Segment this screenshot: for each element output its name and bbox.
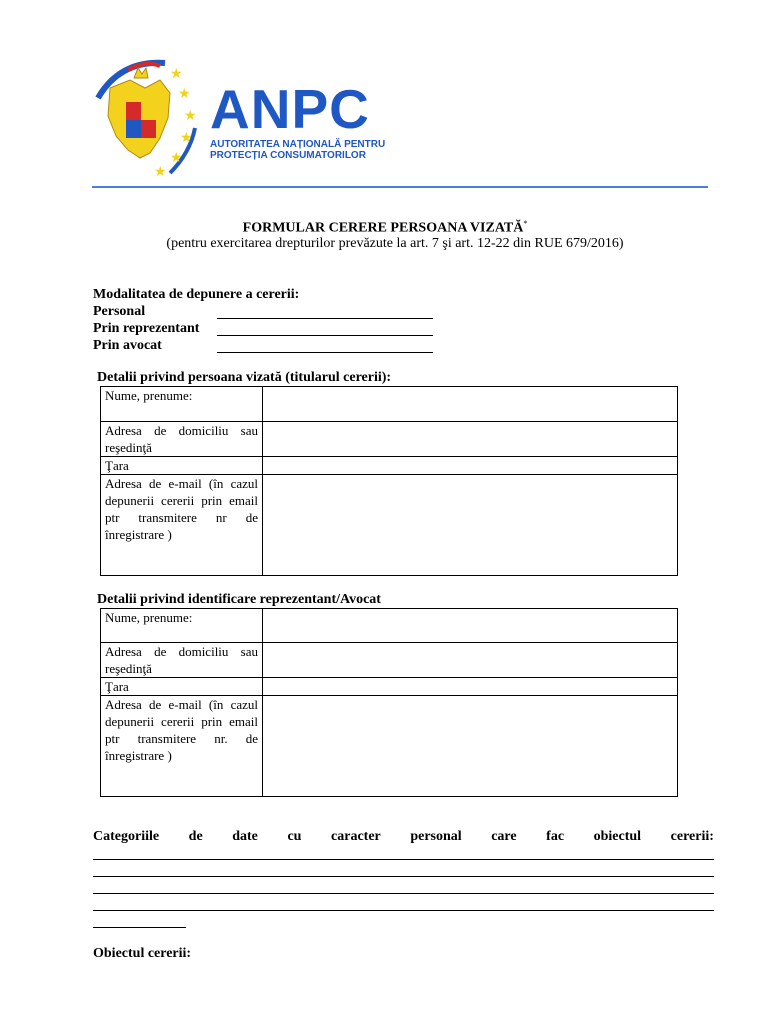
categories-word: obiectul (593, 829, 642, 844)
page-subtitle: (pentru exercitarea drepturilor prevăzute la art. 7 şi art. 12-22 din RUE 679/2016) (166, 236, 624, 251)
country-label: Ţara (101, 457, 263, 475)
categories-line-1[interactable] (93, 859, 714, 860)
email-label: Adresa de e-mail (în cazul depunerii cererii prin email ptr transmitere nr de înregistrare ) (101, 475, 263, 576)
name-field[interactable] (263, 387, 678, 422)
representative-section-heading: Detalii privind identificare reprezentant/Avocat (97, 592, 381, 607)
country-field[interactable] (263, 457, 678, 475)
name-label: Nume, prenume: (101, 387, 263, 422)
rep-country-label: Ţara (101, 678, 263, 696)
table-row (101, 696, 678, 797)
brand-subtitle (210, 139, 385, 161)
table-row (101, 609, 678, 643)
header-divider (92, 186, 708, 188)
categories-word: caracter (331, 829, 381, 844)
svg-text:★: ★ (170, 67, 183, 82)
rep-email-label: Adresa de e-mail (în cazul depunerii cererii prin email ptr transmitere nr. de înregistrare ) (101, 696, 263, 797)
rep-name-field[interactable] (263, 609, 678, 643)
person-section-heading: Detalii privind persoana vizată (titularul cererii): (97, 370, 392, 385)
categories-word: fac (546, 829, 565, 844)
table-row (101, 387, 678, 422)
brand-subtitle-line2: PROTECȚIA CONSUMATORILOR (210, 150, 366, 161)
footnote-mark: * (523, 219, 528, 228)
svg-text:★: ★ (184, 109, 197, 124)
rep-address-field[interactable] (263, 643, 678, 678)
option-representative-line[interactable] (217, 335, 433, 336)
submission-heading: Modalitatea de depunere a cererii: (93, 287, 300, 302)
address-label: Adresa de domiciliu sau reşedinţă (101, 422, 263, 457)
categories-word: cu (287, 829, 302, 844)
svg-text:★: ★ (178, 87, 191, 102)
table-row (101, 643, 678, 678)
rep-address-label: Adresa de domiciliu sau reşedinţă (101, 643, 263, 678)
representative-details-table (100, 608, 678, 797)
rep-country-field[interactable] (263, 678, 678, 696)
brand-subtitle-line1: AUTORITATEA NAȚIONALĂ PENTRU (210, 139, 386, 150)
categories-word: cererii: (670, 829, 714, 844)
svg-text:★: ★ (154, 165, 167, 180)
option-representative-label: Prin reprezentant (93, 321, 200, 336)
categories-word: personal (410, 829, 462, 844)
page-title-text: FORMULAR CERERE PERSOANA VIZATĂ (242, 220, 524, 236)
rep-name-label: Nume, prenume: (101, 609, 263, 643)
categories-line-5[interactable] (93, 927, 186, 928)
page-title (0, 219, 770, 237)
object-label: Obiectul cererii: (93, 946, 192, 961)
table-row (101, 422, 678, 457)
option-personal-line[interactable] (217, 318, 433, 319)
categories-word: de (188, 829, 203, 844)
svg-text:★: ★ (170, 151, 183, 166)
categories-word: Categoriile (93, 829, 160, 844)
categories-line-4[interactable] (93, 910, 714, 911)
categories-word: care (491, 829, 517, 844)
categories-line-3[interactable] (93, 893, 714, 894)
svg-text:★: ★ (180, 131, 193, 146)
anpc-logo-emblem (90, 58, 210, 183)
email-field[interactable] (263, 475, 678, 576)
table-row (101, 475, 678, 576)
rep-email-field[interactable] (263, 696, 678, 797)
table-row (101, 678, 678, 696)
address-field[interactable] (263, 422, 678, 457)
option-lawyer-label: Prin avocat (93, 338, 162, 353)
option-lawyer-line[interactable] (217, 352, 433, 353)
person-details-table (100, 386, 678, 576)
categories-label (93, 829, 714, 845)
categories-line-2[interactable] (93, 876, 714, 877)
brand-name: ANPC (210, 78, 370, 140)
option-personal-label: Personal (93, 304, 146, 319)
categories-word: date (232, 829, 258, 844)
table-row (101, 457, 678, 475)
